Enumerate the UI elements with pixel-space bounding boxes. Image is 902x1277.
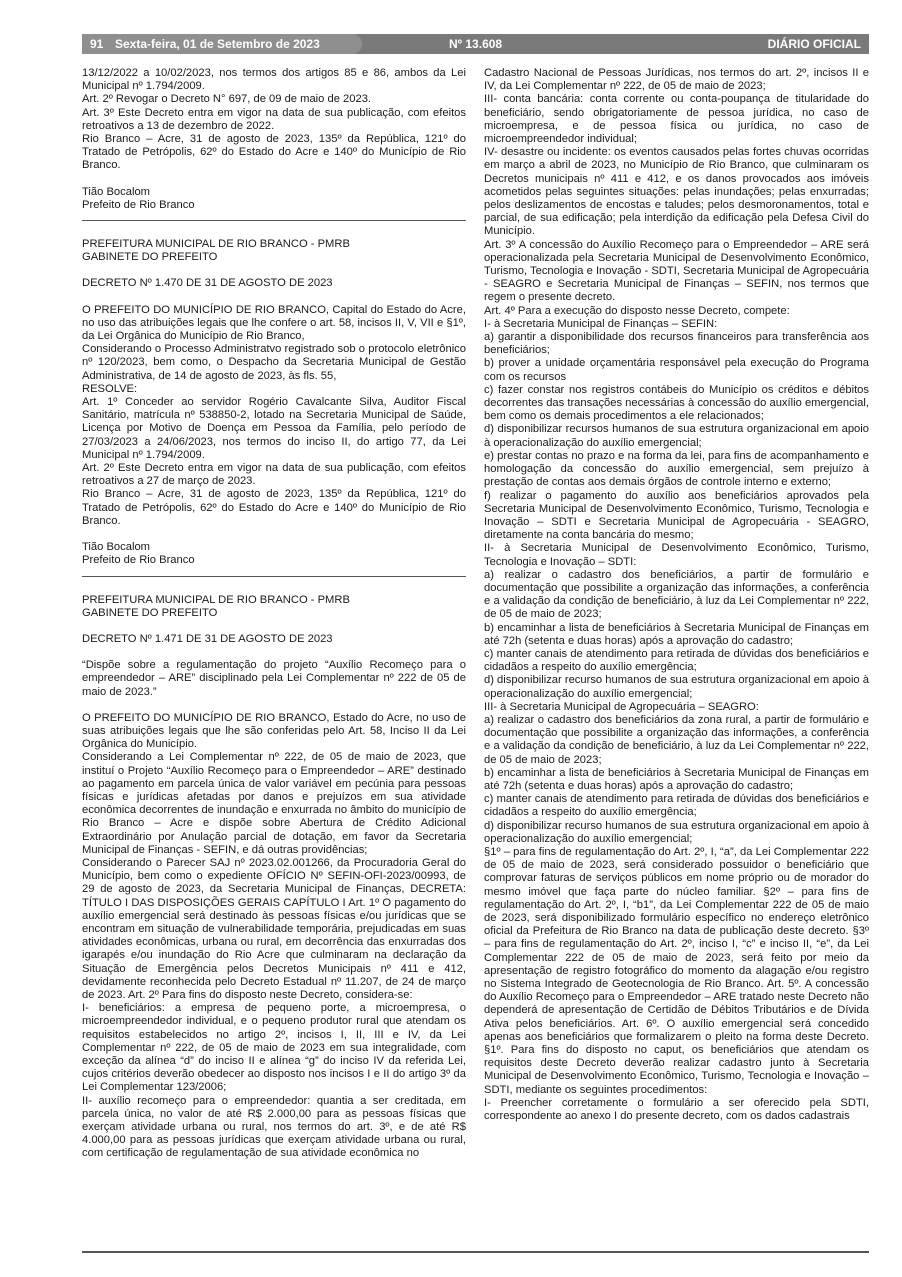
office-name: PREFEITURA MUNICIPAL DE RIO BRANCO - PMRB — [82, 238, 350, 251]
paragraph: O PREFEITO DO MUNICÍPIO DE RIO BRANCO, Capital do Estado do Acre, no uso das atribuições legais que lhe confere o art. 58, incisos II, V, VII e §1º, da Lei Orgânica do Município de Rio Branco, — [82, 303, 466, 343]
paragraph: II- à Secretaria Municipal de Desenvolvimento Econômico, Turismo, Tecnologia e Inovação – SDTI: — [484, 542, 869, 568]
paragraph: d) disponibilizar recurso humanos de sua estrutura organizacional em apoio à operacionalização do auxílio emergencial; — [484, 674, 869, 700]
decree-summary: “Dispõe sobre a regulamentação do projeto “Auxílio Recomeço para o empreendedor – ARE” disciplinado pela Lei Complementar nº 222 de 05 de maio de 2023.” — [82, 659, 466, 698]
issue-date: Sexta-feira, 01 de Setembro de 2023 — [115, 37, 320, 51]
paragraph: d) disponibilizar recursos humanos de sua estrutura organizacional em apoio à operacionalização do auxílio emergencial; — [484, 423, 869, 449]
left-column — [82, 67, 466, 1161]
paragraph: Art. 3º Este Decreto entra em vigor na data de sua publicação, com efeitos retroativos a 13 de dezembro de 2022. — [82, 106, 466, 132]
paragraph: d) disponibilizar recurso humanos de sua estrutura organizacional em apoio à operacionalização do auxílio emergencial; — [484, 819, 869, 845]
right-column — [484, 67, 869, 1123]
paragraph: e) prestar contas no prazo e na forma da lei, para fins de acompanhamento e homologação da concessão do auxílio emergencial, sem prejuízo à prestação de contas aos demais órgãos de controle interno e externo; — [484, 449, 869, 489]
paragraph: Considerando a Lei Complementar nº 222, de 05 de maio de 2023, que instituí o Projeto “Auxílio Recomeço para o Empreendedor – ARE” destinado ao pagamento em parcela única de valor variável em pecúnia para pessoas físicas e jurídicas afetadas por danos e prejuízos em sua atividade econômica decorrentes de inundação e enxurrada no âmbito do município de Rio Branco – Acre e dispõe sobre Abertura de Crédito Adicional Extraordinário por Anulação parcial de dotação, em favor da Secretaria Municipal de Finanças - SEFIN, e dá outras providências; — [82, 751, 466, 856]
paragraph: c) manter canais de atendimento para retirada de dúvidas dos beneficiários e cidadãos a respeito do auxílio emergência; — [484, 647, 869, 674]
office-name: PREFEITURA MUNICIPAL DE RIO BRANCO - PMRB — [82, 593, 350, 606]
paragraph: Rio Branco – Acre, 31 de agosto de 2023, 135º da República, 121º do Tratado de Petrópolis, 62º do Estado do Acre e 140º do Município de Rio Branco. — [82, 133, 466, 172]
paragraph: I- beneficiários: a empresa de pequeno porte, a microempresa, o microempreendedor individual, e o pequeno produtor rural que atendam os requisitos estabelecidos no artigo 2º, incisos I, II, III e IV, da Lei Complementar nº 222, de 05 de maio de 2023 em sua integralidade, com exceção da alínea “d” do inciso II e alínea “g” do inciso IV da referida Lei, cujos critérios deverão obedecer ao disposto nos incisos I e II do artigo 3º da Lei Complementar 123/2006; — [82, 1002, 466, 1094]
paragraph: b) encaminhar a lista de beneficiários à Secretaria Municipal de Finanças em até 72h (setenta e duas horas) após a aprovação do cadastro; — [484, 621, 869, 647]
paragraph: b) prover a unidade orçamentária responsável pela execução do Programa com os recursos — [484, 357, 869, 383]
paragraph: c) fazer constar nos registros contábeis do Município os créditos e débitos decorrentes das transações necessárias à concessão do auxílio emergencial, bem como os demais procedimentos a ele relacionados; — [484, 383, 869, 423]
paragraph: O PREFEITO DO MUNICÍPIO DE RIO BRANCO, Estado do Acre, no uso de suas atribuições legais que lhe são conferidas pelo Art. 58, Inciso II da Lei Orgânica do Município. — [82, 711, 466, 751]
decree-title: DECRETO Nº 1.471 DE 31 DE AGOSTO DE 2023 — [82, 632, 333, 645]
paragraph: §1º – para fins de regulamentação do Art. 2º, I, “a”, da Lei Complementar 222 de 05 de maio de 2023, será considerado possuidor o beneficiário que comprovar faturas de serviços públicos em nome próprio ou de morador do mesmo imóvel que faça parte do núcleo familiar. §2º – para fins de regulamentação do Art. 2º, I, “b1”, da Lei Complementar 222 de 05 de maio de 2023, será disponibilizado formulário específico no endereço eletrônico oficial da Prefeitura de Rio Branco na data de publicação deste decreto. §3º – para fins de regulamentação do Art. 2º, inciso I, “c” e inciso II, “e”, da Lei Complementar 222 de 05 de maio de 2023, será feito por meio da apresentação de registro fotográfico do momento da alagação e/ou registro no Sistema Integrado de Geotecnologia de Rio Branco. Art. 5º. A concessão do Auxílio Recomeço para o Empreendedor – ARE tratado neste Decreto não dependerá de apresentação de Certidão de Débitos Tributários e de Dívida Ativa pelos beneficiários. Art. 6º. O auxílio emergencial será concedido apenas aos beneficiários que formalizarem o pleito na forma deste Decreto. §1º. Para fins do disposto no caput, os beneficiários que atendam os requisitos deste Decreto deverão realizar cadastro junto à Secretaria Municipal de Desenvolvimento Econômico, Turismo, Tecnologia e Inovação – SDTI, mediante os seguintes procedimentos: — [484, 845, 869, 1096]
paragraph: Considerando o Processo Administratvo registrado sob o protocolo eletrônico nº 120/2023, bem como, o Despacho da Secretaria Municipal de Gestão Administrativa, de 14 de agosto de 2023, às fls. 55, — [82, 343, 466, 382]
paragraph: Cadastro Nacional de Pessoas Jurídicas, nos termos do art. 2º, incisos II e IV, da Lei Complementar nº 222, de 05 de maio de 2023; — [484, 67, 869, 93]
paragraph: 13/12/2022 a 10/02/2023, nos termos dos artigos 85 e 86, ambos da Lei Municipal nº 1.794/2009. — [82, 67, 466, 93]
paragraph: c) manter canais de atendimento para retirada de dúvidas dos beneficiários e cidadãos a respeito do auxílio emergência; — [484, 793, 869, 819]
issue-number: Nº 13.608 — [449, 37, 503, 51]
footer-rule — [82, 1251, 869, 1253]
signature-role: Prefeito de Rio Branco — [82, 198, 195, 211]
decree-title: DECRETO Nº 1.470 DE 31 DE AGOSTO DE 2023 — [82, 277, 333, 290]
paragraph: Art. 1º Conceder ao servidor Rogério Cavalcante Silva, Auditor Fiscal Sanitário, matrícula nº 538850-2, lotado na Secretaria Municipal de Saúde, Licença por Motivo de Doença em Pessoa da Família, pelo período de 27/03/2023 a 24/06/2023, nos termos do inciso II, do artigo 77, da Lei Municipal nº 1.794/2009. — [82, 396, 466, 461]
paragraph: I- à Secretaria Municipal de Finanças – SEFIN: — [484, 317, 718, 330]
signature-name: Tião Bocalom — [82, 541, 150, 554]
paragraph: Art. 2º Este Decreto entra em vigor na data de sua publicação, com efeitos retroativos a 27 de março de 2023. — [82, 462, 466, 488]
signature-name: Tião Bocalom — [82, 185, 150, 198]
office-department: GABINETE DO PREFEITO — [82, 251, 218, 264]
section-divider — [82, 576, 466, 577]
office-department: GABINETE DO PREFEITO — [82, 606, 218, 619]
paragraph: RESOLVE: — [82, 382, 138, 395]
publication-title: DIÁRIO OFICIAL — [767, 37, 861, 51]
page-header — [82, 34, 869, 54]
paragraph: a) realizar o cadastro dos beneficiários, a partir de formulário e documentação que possibilite a organização das informações, a conferência e a validação da condição de beneficiário, à luz da Lei Complementar nº 222, de 05 de maio de 2023; — [484, 568, 869, 621]
paragraph: a) garantir a disponibilidade dos recursos financeiros para transferência aos beneficiários; — [484, 331, 869, 357]
paragraph: III- conta bancária: conta corrente ou conta-poupança de titularidade do beneficiário, sendo obrigatoriamente de pessoa jurídica, no caso de microempresa, e de pessoa física ou jurídica, no caso de microempreendedor individual; — [484, 93, 869, 146]
paragraph: Art. 2º Revogar o Decreto N° 697, de 09 de maio de 2023. — [82, 93, 372, 106]
paragraph: II- auxílio recomeço para o empreendedor: quantia a ser creditada, em parcela única, no valor de até R$ 2.000,00 para as pessoas físicas que exerçam atividade urbana ou rural, nos termos do art. 3º, e de até R$ 4.000,00 para as pessoas jurídicas que exerçam atividade urbana ou rural, com certificação de regulamentação de sua atividade econômica no — [82, 1094, 466, 1160]
paragraph: a) realizar o cadastro dos beneficiários da zona rural, a partir de formulário e documentação que possibilite a organização das informações, a conferência e a validação da condição de beneficiário, à luz da Lei Complementar nº 222, de 05 de maio de 2023; — [484, 713, 869, 766]
paragraph: Considerando o Parecer SAJ nº 2023.02.001266, da Procuradoria Geral do Município, bem como o expediente OFÍCIO Nº SEFIN-OFI-2023/00993, de 29 de agosto de 2023, da Secretaria Municipal de Finanças, DECRETA: TÍTULO I DAS DISPOSIÇÕES GERAIS CAPÍTULO I Art. 1º O pagamento do auxílio emergencial será destinado às pessoas físicas e/ou jurídicas que se encontram em situação de vulnerabilidade temporária, prejudicadas em suas atividades econômicas, urbana ou rural, em decorrência das enxurradas dos igarapés e/ou inundação do Rio Acre que culminaram na declaração da Situação de Emergência pelos Decretos Municipais nº 411 e 412, devidamente reconhecida pelo Decreto Estadual nº 11.207, de 24 de março de 2023. Art. 2º Para fins do disposto neste Decreto, considera-se: — [82, 856, 466, 1001]
paragraph: I- Preencher corretamente o formulário a ser oferecido pela SDTI, correspondente ao anexo I do presente decreto, com os dados cadastrais — [484, 1096, 869, 1123]
paragraph: f) realizar o pagamento do auxílio aos beneficiários aprovados pela Secretaria Municipal de Desenvolvimento Econômico, Turismo, Tecnologia e Inovação – SDTI e Secretaria Municipal de Agropecuária - SEAGRO, diretamente na conta bancária do mesmo; — [484, 489, 869, 542]
paragraph: III- à Secretaria Municipal de Agropecuária – SEAGRO: — [484, 700, 759, 713]
paragraph: IV- desastre ou incidente: os eventos causados pelas fortes chuvas ocorridas em março a abril de 2023, no Município de Rio Branco, que culminaram os Decretos municipais nº 411 e 412, e os danos provocados aos imóveis acometidos pelas seguintes situações: pelas inundações; pelas enxurradas; pelos deslizamentos de encostas e taludes; pelos desmoronamentos, total e parcial, de sua edificação; pela interdição da edificação pela Defesa Civil do Município. — [484, 146, 869, 238]
paragraph: Art. 3º A concessão do Auxílio Recomeço para o Empreendedor – ARE será operacionalizada pela Secretaria Municipal de Desenvolvimento Econômico, Turismo, Tecnologia e Inovação - SDTI, Secretaria Municipal de Agropecuária - SEAGRO e Secretaria Municipal de Finanças – SEFIN, nos termos que regem o presente decreto. — [484, 238, 869, 304]
paragraph: b) encaminhar a lista de beneficiários à Secretaria Municipal de Finanças em até 72h (setenta e duas horas) após a aprovação do cadastro; — [484, 766, 869, 792]
signature-role: Prefeito de Rio Branco — [82, 554, 195, 567]
section-divider — [82, 220, 466, 221]
paragraph: Rio Branco – Acre, 31 de agosto de 2023, 135º da República, 121º do Tratado de Petrópolis, 62º do Estado do Acre e 140º do Município de Rio Branco. — [82, 488, 466, 527]
page-number: 91 — [90, 37, 104, 51]
paragraph: Art. 4º Para a execução do disposto nesse Decreto, compete: — [484, 304, 790, 317]
